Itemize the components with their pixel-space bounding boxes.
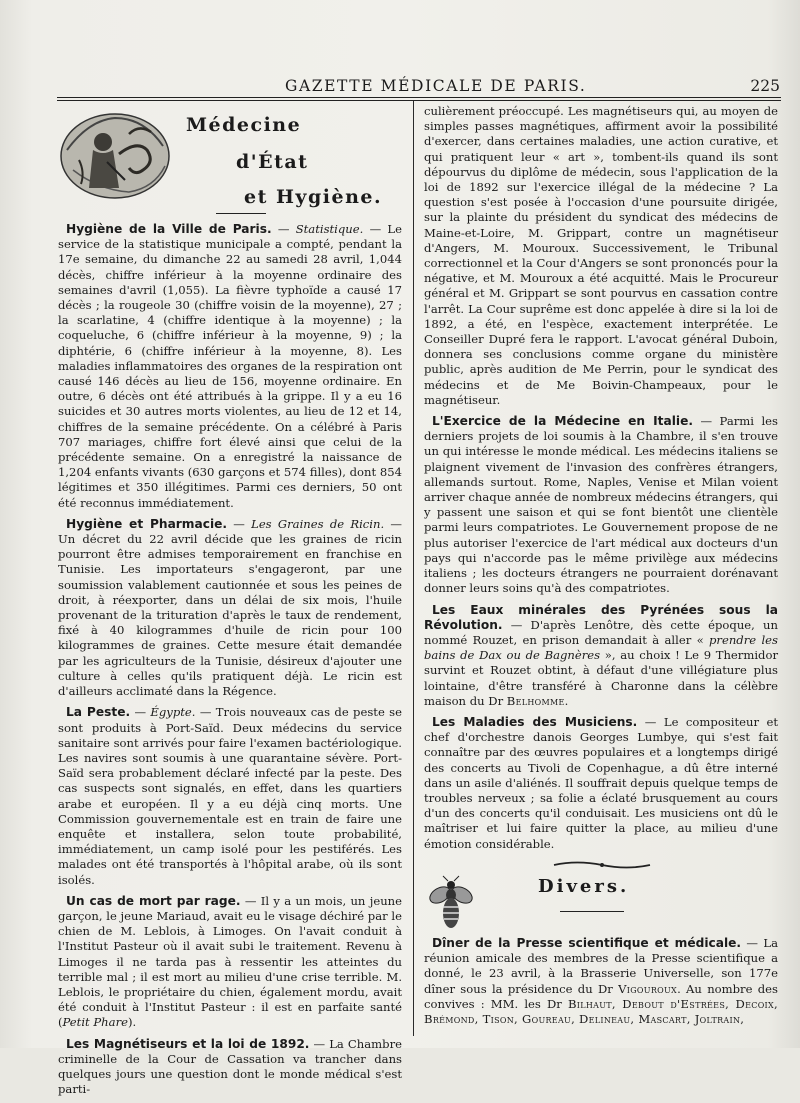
article-separator: — bbox=[227, 516, 252, 531]
article-peste bbox=[58, 705, 402, 887]
allegorical-figure-engraving-icon bbox=[59, 110, 171, 202]
column-divider bbox=[413, 101, 414, 1036]
bee-ornament-icon bbox=[428, 875, 474, 933]
article-lead: Les Magnétiseurs et la loi de 1892. bbox=[66, 1036, 310, 1051]
person-name: Belhomme bbox=[506, 693, 565, 708]
article-body: . Au nombre des convives : MM. les Dr bbox=[424, 981, 778, 1011]
article-musiciens bbox=[424, 715, 778, 852]
article-quote: prendre les bains de Dax ou de Bagnères bbox=[424, 632, 778, 663]
article-eaux-minerales bbox=[424, 603, 778, 709]
article-body: — Un décret du 22 avril décide que les graines de ricin pourront être admises temporairement en franchise en Tunisie. Les importateurs s'engageront, par une soumission valablement cautionnée et sous les peines de droit, à réexporter, dans un délai de six mois, l'huile provenant de la trituration d'après le taux de rendement, fixé à 40 kilogrammes d'huile de ricin pour 100 kilogrammes de graines. Cette mesure était demandée par les agriculteurs de la Tunisie, désireux d'ajouter une culture à celles qu'ils pratiquent déjà. Le ricin est d'ailleurs acclimaté dans la Régence. bbox=[58, 516, 402, 699]
article-separator: — bbox=[130, 705, 151, 720]
header-rule-top bbox=[57, 97, 781, 98]
article-subtitle: Égypte. bbox=[150, 705, 196, 720]
section-title-line2: d'État bbox=[236, 151, 309, 173]
article-rage bbox=[58, 894, 402, 1031]
scroll-ornament-icon bbox=[552, 860, 652, 870]
article-subtitle: Les Graines de Ricin. bbox=[251, 516, 385, 531]
article-body: — Le compositeur et chef d'orchestre danois Georges Lumbye, qui s'est fait connaître par des œuvres populaires et a longtemps dirigé des concerts au Tivoli de Copenhague, a dû être interné dans un asile d'aliénés. Il souffrait depuis quelque temps de troubles nerveux ; sa folie a éclaté brusquement au cours d'un des concerts qu'il conduisait. Les musiciens ont dû le maîtriser et lui faire quitter la place, au milieu d'une émotion considérable. bbox=[424, 714, 778, 851]
article-body: — Le service de la statistique municipale a compté, pendant la 17e semaine, du dimanche 22 au samedi 28 avril, 1,044 décès, chiffre inférieur à la moyenne ordinaire des semaines d'avril (1,055). La fièvre typhoïde a causé 17 décès ; la rougeole 30 (chiffre voisin de la moyenne), 27 ; la scarlatine, 4 (chiffre identique à la moyenne) ; la coqueluche, 6 (chiffre inférieur à la moyenne, 9) ; la diphtérie, 6 (chiffre inférieur à la moyenne, 8). Les maladies inflammatoires des organes de la respiration ont causé 146 décès au lieu de 156, moyenne ordinaire. En outre, 6 décès ont été attribués à la grippe. Il y a eu 16 suicides et 30 autres morts violentes, au lieu de 12 et 14, chiffres de la semaine précédente. On a célébré à Paris 707 mariages, chiffre fort élevé ainsi que celui de la précédente semaine. On a enregistré la naissance de 1,204 enfants vivants (630 garçons et 574 filles), dont 854 légitimes et 350 illégitimes. Parmi ces derniers, 50 ont été reconnus immédiatement. bbox=[58, 222, 402, 510]
article-body: — La réunion amicale des membres de la Presse scientifique a donné, le 23 avril, à la Brasserie Universelle, son 177e dîner sous la présidence du Dr bbox=[424, 936, 778, 996]
section-title-rule bbox=[216, 213, 266, 214]
page-number: 225 bbox=[750, 77, 780, 95]
article-body: — D'après Lenôtre, dès cette époque, un nommé Rouzet, en prison demandait à aller « bbox=[424, 617, 778, 647]
article-magnetiseurs bbox=[58, 1037, 402, 1098]
section-title-line1: Médecine bbox=[186, 114, 302, 136]
section-title-divers: Divers. bbox=[538, 876, 630, 897]
article-lead: Un cas de mort par rage. bbox=[66, 893, 241, 908]
guest-names: Bilhaut, Debout d'Estrées, Decoix, Brémond, Tison, Goureau, Delineau, Mascart, Joltrain, bbox=[424, 996, 778, 1027]
divers-column bbox=[424, 936, 778, 1033]
article-body: — Parmi les derniers projets de loi soumis à la Chambre, il s'en trouve un qui intéresse le monde médical. Les médecins italiens se plaignent vivement de l'invasion des confrères étrangers, allemands surtout. Rome, Naples, Venise et Milan voient arriver chaque année de nombreux médecins étrangers, qui y passent une saison et qui se font bientôt une clientèle parmi leurs compatriotes. Le Gouvernement propose de ne plus autoriser l'exercice de l'art médical aux docteurs d'un pays qui n'accorde pas le même privilège aux médecins italiens ; les docteurs étrangers ne pourraient dorénavant donner leurs soins qu'à des compatriotes. bbox=[424, 414, 778, 596]
article-lead: Les Maladies des Musiciens. bbox=[432, 714, 638, 729]
article-subtitle: Statistique. bbox=[295, 222, 364, 236]
running-head bbox=[60, 77, 782, 97]
article-source: Petit Phare bbox=[62, 1015, 128, 1030]
article-end: . bbox=[564, 693, 569, 708]
header-rule-bottom bbox=[57, 100, 781, 101]
article-lead: Les Eaux minérales des Pyrénées sous la Révolution. bbox=[424, 602, 778, 632]
left-column bbox=[58, 222, 402, 1103]
article-lead: Dîner de la Presse scientifique et médicale. bbox=[432, 936, 742, 950]
article-lead: Hygiène de la Ville de Paris. bbox=[66, 222, 272, 236]
journal-title: GAZETTE MÉDICALE DE PARIS. bbox=[285, 77, 587, 95]
article-lead: L'Exercice de la Médecine en Italie. bbox=[432, 414, 693, 429]
person-name: Vigouroux bbox=[618, 981, 678, 996]
article-end: ). bbox=[127, 1015, 137, 1030]
section-title-line3: et Hygiène. bbox=[244, 186, 383, 208]
article-body: — Il y a un mois, un jeune garçon, le jeune Mariaud, avait eu le visage déchiré par le chien de M. Leblois, à Limoges. On l'avait conduit à l'Institut Pasteur où il avait subi le traitement. Revenu à Limoges il ne tarda pas à ressentir les atteintes du terrible mal ; il est mort au milieu d'une crise terrible. M. Leblois, le propriétaire du chien, également mordu, avait été conduit à l'Institut Pasteur : il est en parfaite santé ( bbox=[58, 893, 402, 1030]
section-title-rule bbox=[560, 911, 624, 912]
right-column bbox=[424, 104, 778, 858]
article-body: — Trois nouveaux cas de peste se sont produits à Port-Saïd. Deux médecins du service sanitaire sont arrivés pour faire l'examen bactériologique. Les navires sont soumis à une quarantaine sévère. Port-Saïd sera probablement déclaré infecté par la peste. Des cas suspects sont signalés, en effet, dans les quartiers arabe et européen. Il y a eu déjà cinq morts. Une Commission gouvernementale est en train de faire une enquête et installera, selon toute probabilité, immédiatement, un camp isolé pour les pestiférés. Les malades ont été transportés à l'hôpital arabe, où ils sont isolés. bbox=[58, 705, 402, 887]
article-magnetiseurs-continued: culièrement préoccupé. Les magnétiseurs qui, au moyen de simples passes magnétiques, affirment avoir la possibilité d'exercer, dans certaines maladies, une action curative, et qui pratiquent leur « art », tombent-ils quand ils sont dépourvus du diplôme de médecin, sous l'application de la loi de 1892 sur l'exercice illégal de la médecine ? La question s'est posée à l'occasion d'une poursuite dirigée, sur la plainte du président du syndicat des médecins de Maine-et-Loire, M. Grippart, contre un magnétiseur d'Angers, M. Mouroux. Successivement, le Tribunal correctionnel et la Cour d'Angers se sont prononcés pour la négative, et M. Mouroux a été acquitté. Mais le Procureur général et M. Grippart se sont pourvus en cassation contre l'arrêt. La Cour suprême est donc appelée à dire si la loi de 1892, a été, en l'espèce, exactement interprétée. Le Conseiller Dupré fera le rapport. L'avocat général Duboin, donnera ses conclusions comme organe du ministère public, après audition de Me Perrin, pour le syndicat des médecins et de Me Boivin-Champeaux, pour le magnétiseur. bbox=[424, 104, 778, 407]
article-lead: La Peste. bbox=[66, 705, 131, 720]
article-body: », au choix ! Le 9 Thermidor survint et Rouzet obtint, à défaut d'une villégiature plus lointaine, d'être transféré à Charonne dans la célèbre maison du Dr bbox=[424, 648, 778, 708]
article-medecine-italie bbox=[424, 414, 778, 596]
article-hygiene-paris bbox=[58, 222, 402, 511]
article-diner-presse bbox=[424, 936, 778, 1027]
article-separator: — bbox=[271, 222, 296, 236]
article-body: — La Chambre criminelle de la Cour de Cassation va trancher dans quelques jours une question dont le monde médical s'est parti- bbox=[58, 1036, 402, 1097]
article-hygiene-pharmacie bbox=[58, 517, 402, 699]
article-lead: Hygiène et Pharmacie. bbox=[66, 516, 228, 531]
